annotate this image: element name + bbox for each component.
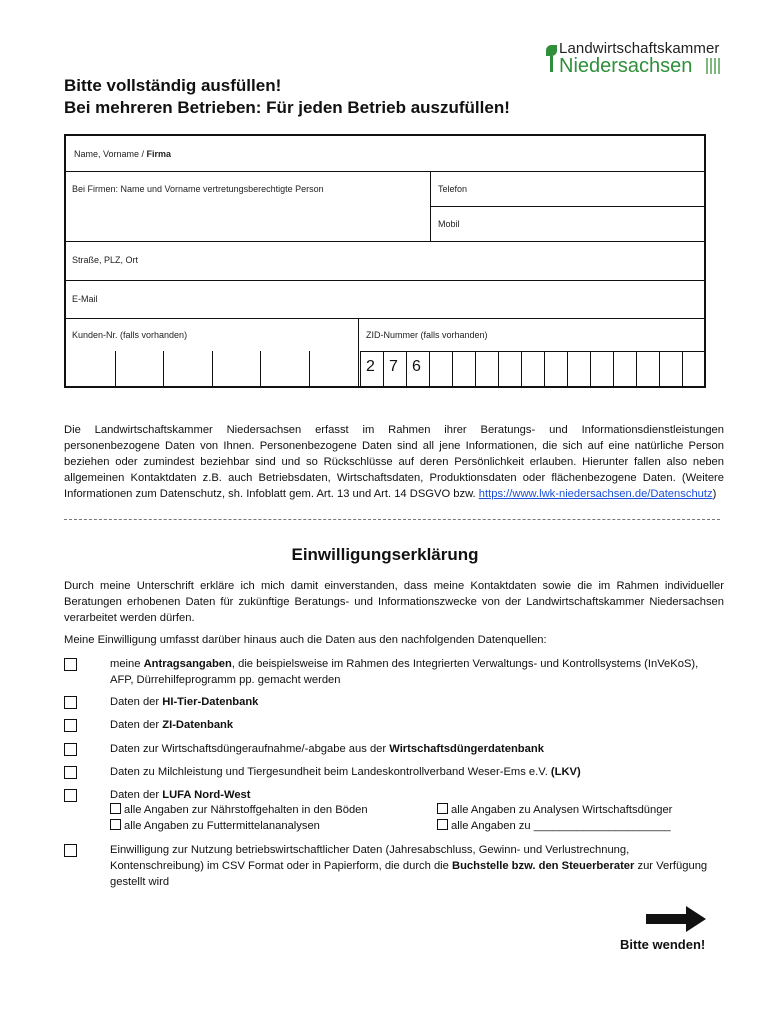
zid-number-cell[interactable] [636, 351, 659, 388]
form-divider [358, 318, 359, 388]
checkbox[interactable] [64, 844, 77, 857]
item-bold: ZI-Datenbank [162, 719, 234, 731]
checkbox[interactable] [64, 789, 77, 802]
lufa-option-label: alle Angaben zur Nährstoffgehalten in den Böden [124, 804, 368, 816]
item-post: , die beispielsweise im Rahmen des Integrierten Verwaltungs- und Kontrollsystems (InVeKoS), AFP, Dürrehilfeprogramm pp. gemacht werden [110, 658, 699, 686]
logo-line2: Niedersachsen [559, 55, 693, 77]
zid-number-cell[interactable] [452, 351, 475, 388]
customer-number-cell[interactable] [260, 351, 309, 388]
customer-number-cell[interactable] [163, 351, 212, 388]
item-pre: Daten der [110, 789, 163, 801]
name-label-bold: Firma [146, 149, 172, 159]
lufa-option-label: alle Angaben zu ______________________ [451, 820, 671, 832]
zid-digit: 6 [412, 358, 421, 375]
logo-bars [706, 58, 720, 74]
privacy-closing: ) [712, 488, 717, 500]
lufa-option-label: alle Angaben zu Futtermittelananalysen [124, 820, 320, 832]
consent-item-text [110, 741, 544, 757]
item-bold: Buchstelle bzw. den Steuerberater [452, 860, 635, 872]
phone-label: Telefon [438, 184, 468, 194]
item-bold: Antragsangaben [143, 658, 232, 670]
zid-number-cell[interactable] [521, 351, 544, 388]
zid-number-cell[interactable] [475, 351, 498, 388]
heading-line2: Bei mehreren Betrieben: Für jeden Betrieb auszufüllen! [64, 98, 510, 117]
consent-item-text [110, 656, 710, 688]
zid-number-label: ZID-Nummer (falls vorhanden) [366, 330, 488, 340]
zid-number-cell[interactable] [498, 351, 521, 388]
mobile-label: Mobil [438, 219, 460, 229]
checkbox[interactable] [64, 743, 77, 756]
heading-line1: Bitte vollständig ausfüllen! [64, 76, 282, 95]
arrow-right-icon [646, 906, 706, 932]
item-pre: meine [110, 658, 144, 670]
item-pre: Daten der [110, 719, 163, 731]
name-label: Name, Vorname / [74, 149, 147, 159]
consent-item-text [110, 717, 233, 733]
representative-field[interactable] [72, 184, 324, 194]
form-divider [66, 280, 704, 281]
form-divider [430, 206, 704, 207]
item-bold: HI-Tier-Datenbank [162, 696, 259, 708]
customer-number-cell[interactable] [115, 351, 164, 388]
consent-title: Einwilligungserklärung [291, 545, 479, 564]
zid-number-cell[interactable] [590, 351, 613, 388]
checkbox[interactable] [437, 803, 448, 814]
lufa-option[interactable] [437, 819, 671, 832]
form-divider [66, 241, 704, 242]
item-pre: Daten zur Wirtschaftsdüngeraufnahme/-abgabe aus der [110, 743, 390, 755]
zid-number-cell[interactable] [682, 351, 705, 388]
privacy-text [64, 422, 724, 502]
street-label: Straße, PLZ, Ort [72, 255, 139, 265]
form-divider [66, 318, 704, 319]
checkbox[interactable] [437, 819, 448, 830]
zid-number-cell[interactable] [429, 351, 452, 388]
representative-label: Bei Firmen: Name und Vorname vertretungsberechtigte Person [72, 184, 324, 194]
item-bold: Wirtschaftsdüngerdatenbank [389, 743, 544, 755]
zid-digit: 7 [389, 358, 398, 375]
consent-item-text [110, 764, 581, 780]
zid-number-cell[interactable] [613, 351, 636, 388]
leaf-icon [546, 45, 557, 56]
item-bold: LUFA Nord-West [162, 789, 251, 801]
name-field[interactable] [74, 149, 171, 159]
zid-digit: 2 [366, 358, 375, 375]
phone-field[interactable] [438, 184, 467, 194]
zid-number-cell[interactable] [659, 351, 682, 388]
please-turn-label: Bitte wenden! [620, 937, 706, 952]
sources-intro: Meine Einwilligung umfasst darüber hinaus auch die Daten aus den nachfolgenden Datenquellen: [64, 634, 547, 646]
consent-item-text [110, 787, 251, 803]
logo-stem [550, 56, 553, 72]
consent-intro: Durch meine Unterschrift erkläre ich mich damit einverstanden, dass meine Kontaktdaten sowie die im Rahmen individueller Beratungen erhobenen Daten für zukünftige Beratungs- und Informationszwecke von der Landwirtschaftskammer Niedersachsen verarbeitet werden dürfen. [64, 580, 724, 624]
contact-form [64, 134, 706, 388]
item-pre: Einwilligung zur Nutzung betriebswirtschaftlicher Daten (Jahresabschluss, Gewinn- und Verlustrechnung, Kontenschreibung) im CSV Format oder in Papierform, die durch die [110, 844, 630, 872]
customer-number-cell[interactable] [309, 351, 358, 388]
item-pre: Daten der [110, 696, 163, 708]
form-divider [430, 171, 431, 241]
mobile-field[interactable] [438, 219, 460, 229]
customer-number-cell[interactable] [212, 351, 261, 388]
lwk-logo [546, 40, 736, 80]
checkbox[interactable] [110, 819, 121, 830]
street-field[interactable] [72, 255, 138, 265]
checkbox[interactable] [64, 658, 77, 671]
form-divider [66, 171, 704, 172]
item-pre: Daten zu Milchleistung und Tiergesundheit beim Landeskontrollverband Weser-Ems e.V. [110, 766, 551, 778]
lufa-option[interactable] [110, 803, 368, 816]
separator-line [64, 519, 720, 520]
lufa-option[interactable] [437, 803, 672, 816]
privacy-body: Die Landwirtschaftskammer Niedersachsen erfasst im Rahmen ihrer Beratungs- und Informationsdienstleistungen personenbezogene Daten von Ihnen. Personenbezogene Daten sind all jene Informationen, die sich auf eine natürliche Person beziehen oder zumindest beziehbar sind und so Rückschlüsse auf deren Persönlichkeit erlauben. Hierunter fallen also neben allgemeinen Kontaktdaten z.B. auch Betriebsdaten, Wirtschaftsdaten, Produktionsdaten oder flächenbezogene Daten. (Weitere Informationen zum Datenschutz, sh. Infoblatt gem. Art. 13 und Art. 14 DSGVO bzw. [64, 424, 724, 500]
checkbox[interactable] [64, 766, 77, 779]
zid-number-cell[interactable] [544, 351, 567, 388]
checkbox[interactable] [110, 803, 121, 814]
item-bold: (LKV) [550, 766, 581, 778]
customer-number-label: Kunden-Nr. (falls vorhanden) [72, 330, 188, 340]
lufa-option[interactable] [110, 819, 320, 832]
item-post: zur Verfügung gestellt wird [110, 860, 708, 888]
checkbox[interactable] [64, 719, 77, 732]
logo-line1: Landwirtschaftskammer [559, 40, 720, 57]
lufa-option-label: alle Angaben zu Analysen Wirtschaftsdünger [451, 804, 673, 816]
email-field[interactable] [72, 294, 98, 304]
consent-item-text [110, 694, 258, 710]
zid-number-cell[interactable] [567, 351, 590, 388]
email-label: E-Mail [72, 294, 98, 304]
checkbox[interactable] [64, 696, 77, 709]
consent-item-text [110, 842, 722, 890]
privacy-link[interactable]: https://www.lwk-niedersachsen.de/Datenschutz [478, 488, 713, 500]
